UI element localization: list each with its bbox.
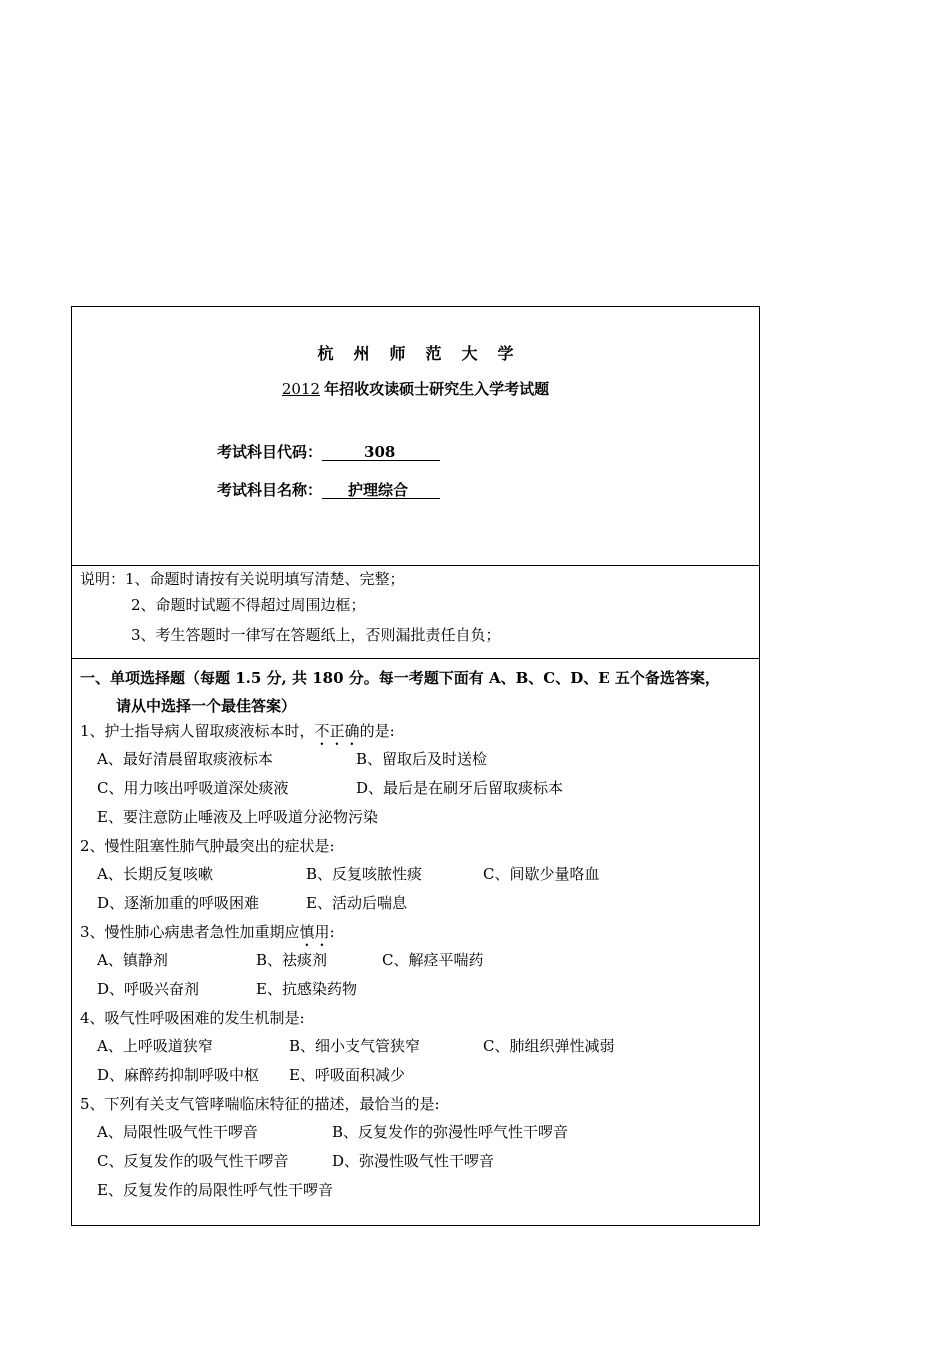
q3-option-c: C、解痉平喘药 xyxy=(382,951,484,969)
question-3-stem-end: : xyxy=(329,923,335,941)
q1-option-c: C、用力咳出呼吸道深处痰液 xyxy=(97,779,289,797)
question-1-emphasis: 不正确 xyxy=(314,722,360,740)
question-1-stem: 1、护士指导病人留取痰液标本时， xyxy=(80,722,315,740)
subject-name-row xyxy=(217,479,440,500)
q3-option-a: A、镇静剂 xyxy=(97,951,168,969)
question-3-stem: 3、慢性肺心病患者急性加重期应 xyxy=(80,923,300,941)
q2-option-a: A、长期反复咳嗽 xyxy=(97,865,213,883)
question-5-stem: 5、下列有关支气管哮喘临床特征的描述，最恰当的是: xyxy=(80,1095,440,1113)
exam-title xyxy=(72,378,759,399)
q3-option-d: D、呼吸兴奋剂 xyxy=(97,980,200,998)
question-1 xyxy=(80,720,395,749)
q3-option-b: B、祛痰剂 xyxy=(256,951,328,969)
q5-option-a: A、局限性吸气性干啰音 xyxy=(97,1123,258,1141)
question-3 xyxy=(80,921,335,950)
question-2 xyxy=(80,835,335,856)
subject-name-field xyxy=(322,482,440,499)
q4-option-b: B、细小支气管狭窄 xyxy=(289,1037,421,1055)
q2-option-b: B、反复咳脓性痰 xyxy=(306,865,423,883)
section-title xyxy=(80,664,756,720)
question-4-stem: 4、吸气性呼吸困难的发生机制是: xyxy=(80,1009,305,1027)
q2-option-d: D、逐渐加重的呼吸困难 xyxy=(97,894,260,912)
subject-code-value: 308 xyxy=(364,443,396,461)
q1-option-b: B、留取后及时送检 xyxy=(356,750,488,768)
question-3-emphasis: 慎用 xyxy=(299,923,330,941)
instruction-3: 3、考生答题时一律写在答题纸上，否则漏批责任自负； xyxy=(131,626,501,644)
exam-title-text: 年招收攻读硕士研究生入学考试题 xyxy=(324,380,550,398)
q2-option-e: E、活动后喘息 xyxy=(306,894,407,912)
q5-option-c: C、反复发作的吸气性干啰音 xyxy=(97,1152,289,1170)
section-title-line2: 请从中选择一个最佳答案） xyxy=(116,697,297,715)
exam-frame xyxy=(71,306,760,1226)
q5-option-e: E、反复发作的局限性呼气性干啰音 xyxy=(97,1181,333,1199)
university-name: 杭州师范大学 xyxy=(317,344,534,363)
instruction-2: 2、命题时试题不得超过周围边框； xyxy=(131,596,366,614)
subject-code-field xyxy=(322,444,440,461)
q4-option-e: E、呼吸面积减少 xyxy=(289,1066,405,1084)
question-4 xyxy=(80,1007,305,1028)
q1-option-d: D、最后是在刷牙后留取痰标本 xyxy=(356,779,564,797)
question-section xyxy=(72,658,759,1225)
subject-code-row xyxy=(217,441,440,462)
subject-name-value: 护理综合 xyxy=(348,481,409,499)
q5-option-d: D、弥漫性吸气性干啰音 xyxy=(332,1152,495,1170)
exam-year: 2012 xyxy=(281,380,321,398)
q2-option-c: C、间歇少量咯血 xyxy=(483,865,600,883)
instructions xyxy=(72,565,759,659)
question-5 xyxy=(80,1093,440,1114)
q1-option-e: E、要注意防止唾液及上呼吸道分泌物污染 xyxy=(97,808,378,826)
q3-option-e: E、抗感染药物 xyxy=(256,980,357,998)
subject-name-label: 考试科目名称： xyxy=(217,481,323,499)
question-2-stem: 2、慢性阻塞性肺气肿最突出的症状是: xyxy=(80,837,335,855)
exam-header xyxy=(72,307,759,566)
q4-option-d: D、麻醉药抑制呼吸中枢 xyxy=(97,1066,260,1084)
q4-option-c: C、肺组织弹性减弱 xyxy=(483,1037,615,1055)
subject-code-label: 考试科目代码： xyxy=(217,443,323,461)
section-title-line1: 一、单项选择题（每题 1.5 分, 共 180 分。每一考题下面有 A、B、C、D、E 五个备选答案， xyxy=(80,669,720,687)
q4-option-a: A、上呼吸道狭窄 xyxy=(97,1037,213,1055)
q5-option-b: B、反复发作的弥漫性呼气性干啰音 xyxy=(332,1123,569,1141)
question-1-stem-end: 的是: xyxy=(359,722,395,740)
instruction-1: 说明：1、命题时请按有关说明填写清楚、完整； xyxy=(80,570,405,588)
q1-option-a: A、最好清晨留取痰液标本 xyxy=(97,750,273,768)
